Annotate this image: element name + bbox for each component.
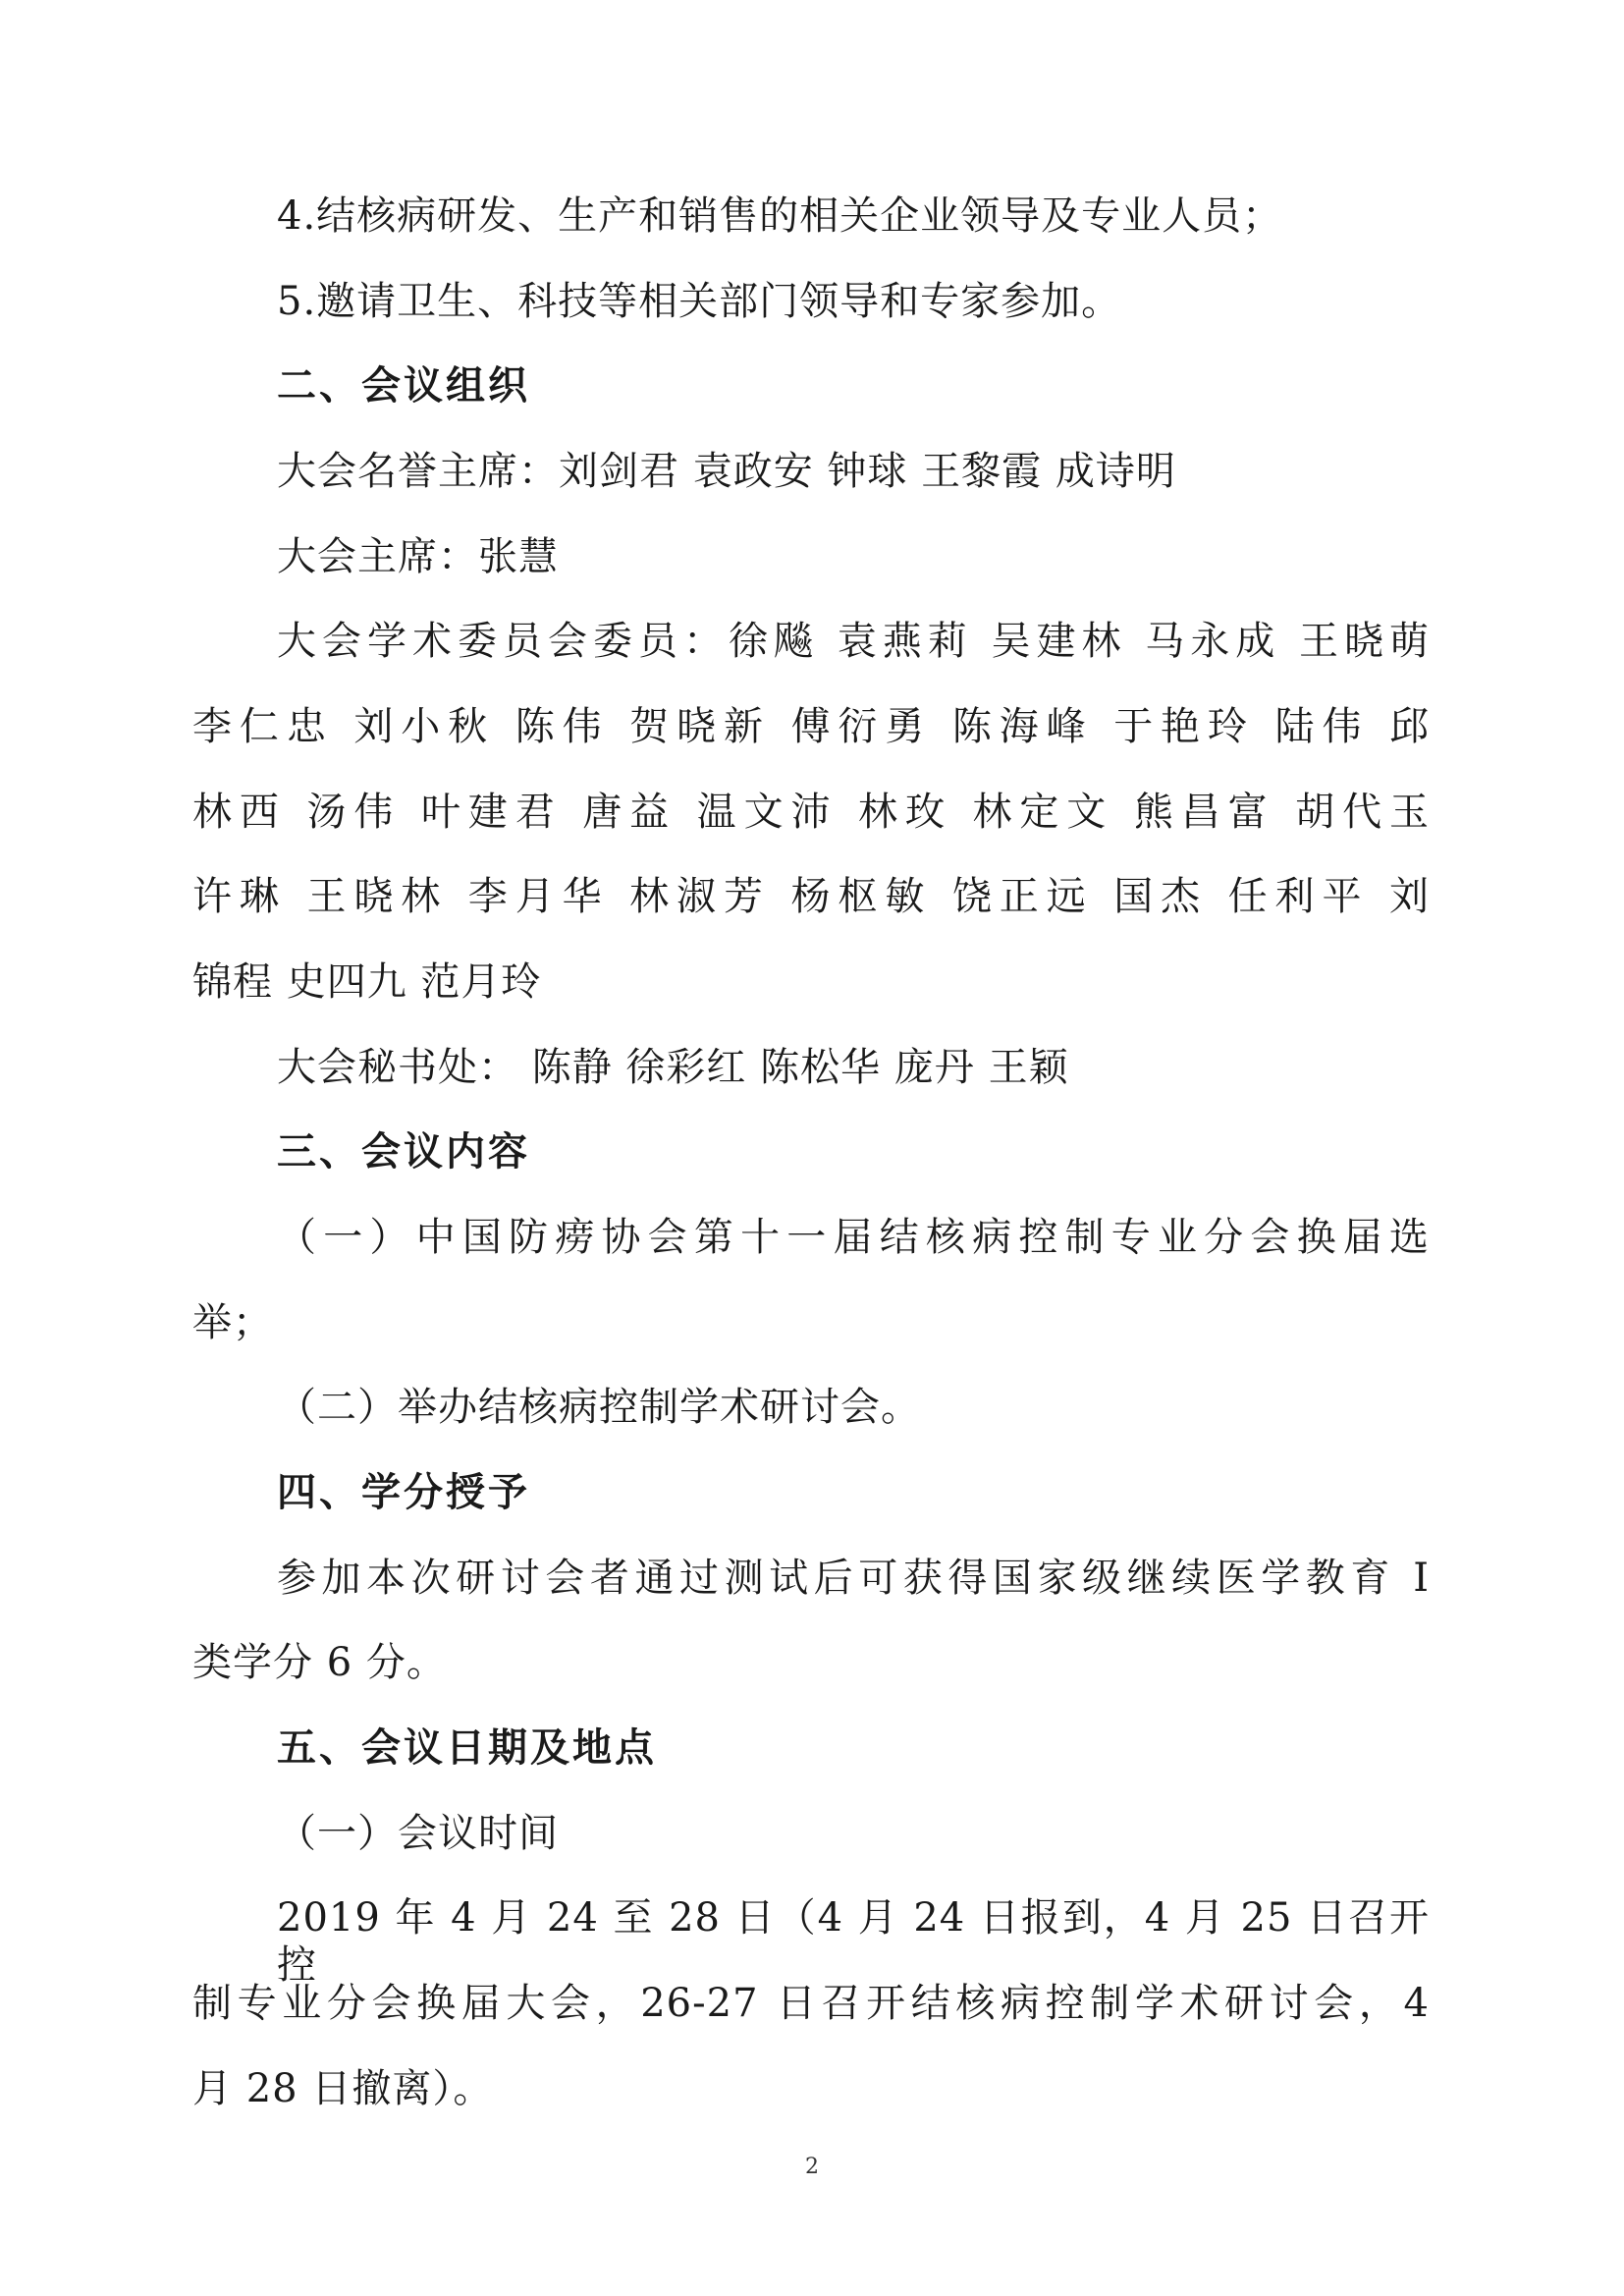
section-heading-content: 三、会议内容	[277, 1129, 530, 1175]
section-heading-credits: 四、学分授予	[277, 1470, 530, 1515]
meeting-time-text-3: 月 28 日撤离）。	[192, 2066, 494, 2111]
honorary-chairs: 大会名誉主席：刘剑君 袁政安 钟球 王黎霞 成诗明	[277, 449, 1176, 494]
content-item-1: （一）中国防痨协会第十一届结核病控制专业分会换届选	[277, 1215, 1430, 1260]
content-item-2: （二）举办结核病控制学术研讨会。	[277, 1385, 921, 1430]
committee-line-5: 锦程 史四九 范月玲	[192, 959, 542, 1005]
subheading-meeting-time: （一）会议时间	[277, 1811, 559, 1856]
section-heading-organization: 二、会议组织	[277, 363, 530, 409]
meeting-time-text-2: 制专业分会换届大会，26-27 日召开结核病控制学术研讨会，4	[192, 1981, 1430, 2026]
page-number: 2	[805, 2155, 819, 2179]
meeting-time-text-1: 2019 年 4 月 24 至 28 日（4 月 24 日报到，4 月 25 日召开控	[277, 1895, 1430, 1988]
committee-line-2: 李仁忠 刘小秋 陈伟 贺晓新 傅衍勇 陈海峰 于艳玲 陆伟 邱	[192, 704, 1430, 749]
secretariat: 大会秘书处： 陈静 徐彩红 陈松华 庞丹 王颖	[277, 1045, 1069, 1090]
credits-text-cont: 类学分 6 分。	[192, 1640, 447, 1685]
content-item-1-cont: 举；	[192, 1300, 273, 1345]
item-4-text: 4.结核病研发、生产和销售的相关企业领导及专业人员；	[277, 193, 1283, 239]
committee-line-3: 林西 汤伟 叶建君 唐益 温文沛 林玫 林定文 熊昌富 胡代玉	[192, 790, 1430, 835]
section-heading-date-location: 五、会议日期及地点	[277, 1725, 657, 1771]
committee-line-1: 大会学术委员会委员：徐飚 袁燕莉 吴建林 马永成 王晓萌	[277, 619, 1430, 664]
credits-text: 参加本次研讨会者通过测试后可获得国家级继续医学教育 I	[277, 1556, 1430, 1601]
committee-line-4: 许琳 王晓林 李月华 林淑芳 杨枢敏 饶正远 国杰 任利平 刘	[192, 874, 1430, 919]
chair: 大会主席：张慧	[277, 534, 559, 579]
item-5-text: 5.邀请卫生、科技等相关部门领导和专家参加。	[277, 279, 1122, 324]
